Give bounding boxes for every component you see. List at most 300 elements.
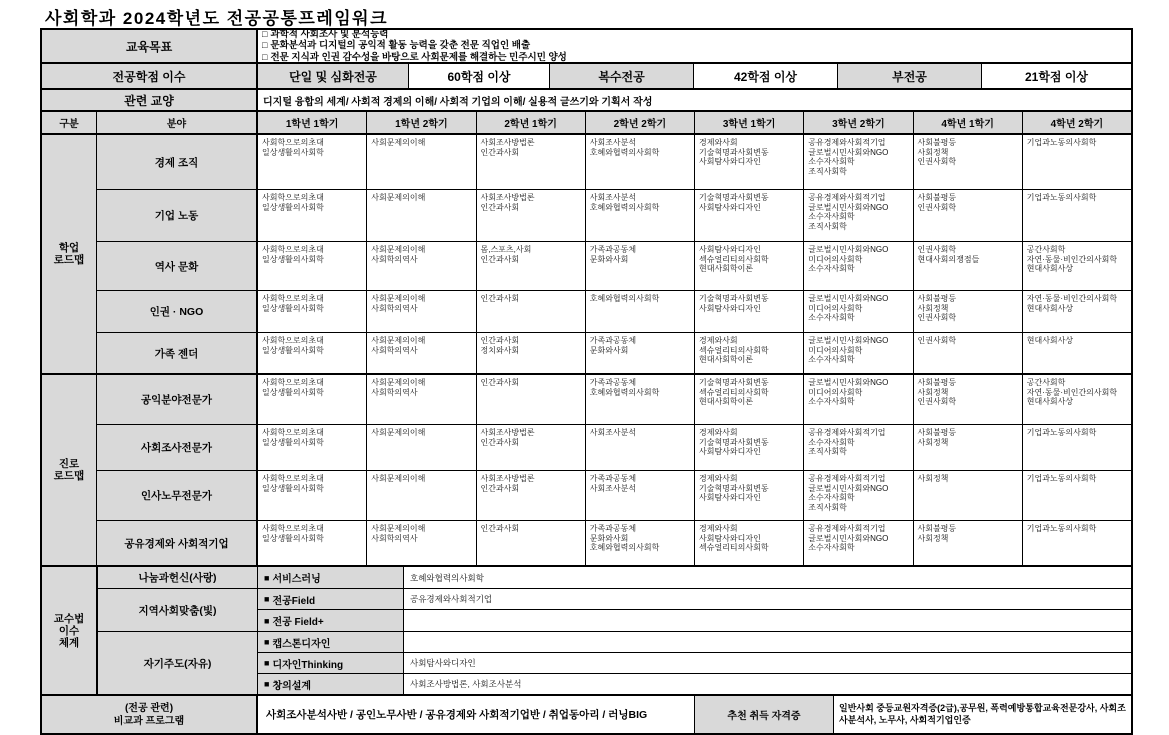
course-name: 사회정책 (917, 387, 949, 397)
course-name: 인권사회학 (917, 157, 957, 166)
course-cell (586, 425, 695, 470)
course-cell (477, 375, 586, 424)
course-name: 기업과노동의사회학 (1026, 474, 1097, 483)
roadmap-row (97, 190, 1131, 242)
course-name: 사회학의역사 (371, 387, 418, 397)
bullet-icon: ■ (264, 658, 270, 668)
header-field: 분야 (97, 112, 257, 133)
course-name: 소수자사회학 (808, 397, 855, 406)
teaching-method-name: 캡스톤디자인 (272, 638, 331, 650)
course-name: 소수자사회학 (808, 313, 855, 322)
course-cell (695, 375, 804, 424)
course-name: 사회정책 (917, 474, 949, 483)
course-name: 소수자사회학 (808, 543, 855, 552)
course-cell (914, 521, 1023, 565)
course-name: 자연·동물·비인간의사회학 (1026, 294, 1118, 303)
label-line: (전공 관련) (124, 702, 174, 714)
course-name: 현대사회사상 (1026, 336, 1074, 345)
course-name: 섹슈얼리티의사회학 (699, 254, 769, 264)
teaching-section-label-text (54, 613, 84, 649)
course-name: 사회정책 (917, 147, 949, 157)
checkbox-icon: □ (262, 51, 268, 62)
course-cell (586, 291, 695, 332)
roadmap-section (42, 135, 1131, 375)
course-name: 가족과공동체 (589, 245, 637, 254)
course-name: 자연·동물·비인간의사회학 (1026, 387, 1118, 397)
course-name: 현대사회학이론 (699, 355, 754, 364)
course-cell (367, 471, 476, 520)
label-line: 체계 (58, 636, 80, 649)
teaching-method-col (258, 632, 1131, 694)
roadmap-section-label-text (54, 458, 84, 482)
teaching-group (98, 632, 1131, 694)
course-name: 일상생활의사회학 (262, 254, 324, 264)
teaching-method-col (258, 567, 1131, 588)
header-gubun: 구분 (42, 112, 97, 133)
course-name: 일상생활의사회학 (262, 147, 324, 157)
credit-req-single: 60학점 이상 (409, 64, 550, 88)
teaching-method-row (258, 610, 1131, 631)
bullet-icon: ■ (264, 679, 270, 689)
credit-type-single: 단일 및 심화전공 (257, 64, 409, 88)
course-name: 사회정책 (917, 303, 949, 313)
field-label: 사회조사전문가 (97, 425, 257, 470)
course-name: 사회조사분석 (589, 138, 637, 147)
checkbox-icon: □ (262, 40, 268, 51)
course-name: 문화와사회 (589, 345, 629, 355)
course-name: 인권사회학 (917, 245, 957, 254)
course-name: 사회탐사와디자인 (699, 447, 761, 456)
course-name: 섹슈얼리티의사회학 (699, 345, 769, 355)
course-cell (695, 291, 804, 332)
bullet-icon: ■ (264, 594, 270, 604)
course-cell (257, 291, 367, 332)
course-name: 공간사회학 (1026, 378, 1066, 387)
course-cell (1023, 425, 1131, 470)
field-label: 경제 조직 (97, 135, 257, 189)
course-cell (914, 190, 1023, 241)
course-name: 인간과사회 (480, 437, 520, 447)
course-name: 일상생활의사회학 (262, 345, 324, 355)
course-name: 사회학으로의초대 (262, 138, 324, 147)
course-name: 사회불평등 (917, 294, 957, 303)
course-name: 공유경제와사회적기업 (808, 474, 886, 483)
course-cell (695, 521, 804, 565)
course-cell (586, 135, 695, 189)
course-cell (257, 425, 367, 470)
teaching-groups-wrap (97, 567, 1131, 694)
extracurricular-programs: 사회조사분석사반 / 공인노무사반 / 공유경제와 사회적기업반 / 취업동아리 / 러닝BIG (257, 696, 695, 733)
course-cell (804, 425, 913, 470)
roadmap-row (97, 242, 1131, 291)
teaching-section-label (42, 567, 97, 694)
field-label: 인사노무전문가 (97, 471, 257, 520)
course-cell (1023, 135, 1131, 189)
label-line: 로드맵 (53, 254, 85, 266)
course-name: 공유경제와사회적기업 (808, 138, 886, 147)
course-name: 기술혁명과사회변동 (699, 193, 769, 202)
course-name: 사회문제의이해 (371, 138, 426, 147)
course-name: 조직사회학 (808, 502, 847, 512)
course-name: 가족과공동체 (589, 336, 637, 345)
course-name: 사회불평등 (917, 428, 957, 437)
course-name: 사회정책 (917, 533, 949, 543)
course-name: 경제와사회 (699, 428, 738, 437)
course-name: 자연·동물·비인간의사회학 (1026, 254, 1118, 264)
teaching-method-row (258, 632, 1131, 653)
credit-req-double: 42학점 이상 (694, 64, 838, 88)
course-cell (367, 135, 476, 189)
teaching-method-value: 사회탐사와디자인 (410, 658, 476, 668)
course-name: 공유경제와사회적기업 (808, 524, 886, 533)
field-label: 가족 젠더 (97, 333, 257, 373)
course-cell (914, 333, 1023, 373)
course-name: 사회조사방법론 (480, 138, 535, 147)
bullet-icon: ■ (264, 637, 270, 647)
course-cell (695, 190, 804, 241)
course-name: 사회문제의이해 (371, 294, 426, 303)
credit-type-double: 복수전공 (550, 64, 694, 88)
bullet-icon: ■ (264, 572, 270, 583)
course-name: 사회학의역사 (371, 345, 418, 355)
course-name: 사회정책 (917, 437, 949, 447)
course-name: 일상생활의사회학 (262, 387, 324, 397)
course-cell (914, 291, 1023, 332)
roadmap-rows (97, 135, 1131, 373)
course-cell (914, 135, 1023, 189)
roadmap-row (97, 425, 1131, 471)
course-name: 현대사회학이론 (699, 264, 754, 273)
header-semester: 1학년 1학기 (257, 112, 367, 133)
course-name: 글로벌시민사회와NGO (808, 294, 889, 303)
course-name: 사회탐사와디자인 (699, 493, 761, 502)
course-name: 사회학으로의초대 (262, 245, 324, 254)
course-cell (477, 333, 586, 373)
course-name: 경제와사회 (699, 138, 738, 147)
course-name: 사회학으로의초대 (262, 524, 324, 533)
course-cell (367, 242, 476, 290)
course-cell (586, 375, 695, 424)
course-name: 글로벌시민사회와NGO (808, 533, 889, 543)
course-name: 공유경제와사회적기업 (808, 428, 886, 437)
roadmap-section (42, 375, 1131, 567)
course-cell (804, 135, 913, 189)
education-goal-list (257, 30, 1131, 62)
course-name: 사회학으로의초대 (262, 336, 324, 345)
teaching-method-name: 전공Field (272, 595, 316, 607)
education-goal-item: □ 과학적 사회조사 및 분석능력 (262, 28, 389, 40)
course-name: 사회조사분석 (589, 428, 637, 437)
course-name: 일상생활의사회학 (262, 533, 324, 543)
roadmap-section-label (42, 135, 97, 373)
course-cell (804, 333, 913, 373)
course-name: 인간과사회 (480, 294, 520, 303)
course-cell (257, 135, 367, 189)
course-name: 문화와사회 (589, 254, 629, 264)
course-name: 사회조사방법론 (480, 193, 535, 202)
course-cell (367, 291, 476, 332)
course-name: 정치와사회 (480, 345, 520, 355)
course-name: 공유경제와사회적기업 (808, 193, 886, 202)
credit-type-minor: 부전공 (838, 64, 982, 88)
course-cell (695, 425, 804, 470)
teaching-method-value: 공유경제와사회적기업 (410, 594, 493, 604)
course-name: 현대사회사상 (1026, 264, 1074, 273)
bullet-icon: ■ (264, 615, 270, 626)
teaching-group (98, 567, 1131, 589)
course-name: 사회조사방법론 (480, 428, 535, 437)
course-name: 인간과사회 (480, 202, 520, 212)
course-name: 공간사회학 (1026, 245, 1066, 254)
course-name: 기업과노동의사회학 (1026, 138, 1097, 147)
course-name: 글로벌시민사회와NGO (808, 483, 889, 493)
course-cell (586, 242, 695, 290)
teaching-method-name: 창의설계 (272, 680, 312, 692)
course-name: 글로벌시민사회와NGO (808, 245, 889, 254)
course-name: 미디어의사회학 (808, 303, 863, 313)
course-name: 일상생활의사회학 (262, 437, 324, 447)
field-label: 공유경제와 사회적기업 (97, 521, 257, 565)
teaching-method-value: 사회조사방법론, 사회조사분석 (410, 679, 522, 689)
label-line: 로드맵 (53, 470, 85, 482)
course-name: 가족과공동체 (589, 524, 637, 533)
course-name: 일상생활의사회학 (262, 202, 324, 212)
education-goal-item: □ 전문 지식과 인권 감수성을 바탕으로 사회문제를 해결하는 민주시민 양성 (262, 51, 567, 63)
course-name: 기업과노동의사회학 (1026, 428, 1097, 437)
course-cell (257, 333, 367, 373)
course-name: 조직사회학 (808, 221, 847, 231)
course-cell (477, 242, 586, 290)
course-name: 인권사회학 (917, 313, 957, 322)
teaching-method-label (258, 589, 404, 609)
course-cell (804, 471, 913, 520)
checkbox-icon: □ (262, 28, 268, 39)
course-name: 미디어의사회학 (808, 345, 863, 355)
course-name: 사회조사방법론 (480, 474, 535, 483)
label-line: 진로 (58, 458, 80, 470)
course-name: 사회탐사와디자인 (699, 202, 761, 212)
extracurricular-row (42, 696, 1131, 733)
credit-req-minor: 21학점 이상 (982, 64, 1131, 88)
teaching-category-label: 자기주도(자유) (98, 632, 258, 694)
education-goal-item: □ 문화분석과 디지털의 공익적 활동 능력을 갖춘 전문 직업인 배출 (262, 40, 531, 52)
course-name: 인권사회학 (917, 336, 957, 345)
course-cell (477, 521, 586, 565)
course-cell (1023, 291, 1131, 332)
course-cell (477, 425, 586, 470)
extracurricular-label (42, 696, 257, 733)
course-cell (477, 135, 586, 189)
course-name: 기술혁명과사회변동 (699, 294, 769, 303)
major-credit-row (42, 64, 1131, 90)
teaching-method-label (258, 674, 404, 694)
course-cell (1023, 521, 1131, 565)
course-cell (914, 425, 1023, 470)
teaching-category-label: 지역사회맞춤(빛) (98, 589, 258, 631)
course-name: 사회문제의이해 (371, 474, 426, 483)
course-name: 사회학의역사 (371, 303, 418, 313)
course-cell (367, 375, 476, 424)
course-name: 기업과노동의사회학 (1026, 193, 1097, 202)
teaching-method-label (258, 567, 404, 588)
course-cell (1023, 375, 1131, 424)
course-name: 조직사회학 (808, 447, 847, 456)
course-name: 호혜와협력의사회학 (589, 147, 660, 157)
course-name: 현대사회사상 (1026, 303, 1074, 313)
course-name: 사회학의역사 (371, 533, 418, 543)
course-cell (477, 291, 586, 332)
label-line: 비교과 프로그램 (113, 715, 185, 727)
teaching-method-row (258, 653, 1131, 674)
course-name: 섹슈얼리티의사회학 (699, 387, 769, 397)
course-name: 기술혁명과사회변동 (699, 147, 769, 157)
course-cell (586, 190, 695, 241)
course-name: 소수자사회학 (808, 355, 855, 364)
header-semester: 2학년 2학기 (586, 112, 695, 133)
course-name: 사회불평등 (917, 378, 957, 387)
course-name: 일상생활의사회학 (262, 483, 324, 493)
course-name: 사회학으로의초대 (262, 294, 324, 303)
course-cell (477, 471, 586, 520)
course-name: 소수자사회학 (808, 157, 855, 166)
teaching-method-label (258, 632, 404, 652)
field-label: 역사 문화 (97, 242, 257, 290)
roadmap-section-label (42, 375, 97, 565)
course-name: 경제와사회 (699, 524, 738, 533)
roadmap-row (97, 521, 1131, 565)
teaching-category-label: 나눔과헌신(사랑) (98, 567, 258, 588)
label-line: 이수 (58, 624, 80, 637)
roadmap-rows (97, 375, 1131, 565)
course-name: 가족과공동체 (589, 378, 637, 387)
course-name: 현대사회사상 (1026, 397, 1074, 406)
roadmap-row (97, 471, 1131, 521)
header-semester: 1학년 2학기 (367, 112, 476, 133)
course-name: 글로벌시민사회와NGO (808, 147, 889, 157)
course-name: 인간과사회 (480, 147, 520, 157)
header-semester: 3학년 2학기 (804, 112, 913, 133)
course-cell (695, 333, 804, 373)
course-name: 현대사회의쟁점들 (917, 254, 980, 264)
roadmap-row (97, 333, 1131, 373)
course-name: 사회탐사와디자인 (699, 245, 761, 254)
course-name: 현대사회학이론 (699, 397, 754, 406)
course-name: 인간과사회 (480, 378, 520, 387)
roadmap-sections (42, 135, 1131, 567)
header-semester: 2학년 1학기 (477, 112, 586, 133)
course-name: 인간과사회 (480, 336, 520, 345)
course-cell (257, 521, 367, 565)
course-cell (914, 471, 1023, 520)
course-cell (804, 375, 913, 424)
education-goal-label: 교육목표 (42, 30, 257, 62)
course-cell (695, 242, 804, 290)
course-cell (1023, 242, 1131, 290)
roadmap-row (97, 375, 1131, 425)
course-name: 사회불평등 (917, 524, 957, 533)
course-name: 인간과사회 (480, 524, 520, 533)
teaching-group (98, 589, 1131, 632)
course-cell (367, 333, 476, 373)
teaching-method-row (258, 567, 1131, 588)
course-name: 사회조사분석 (589, 483, 637, 493)
course-name: 글로벌시민사회와NGO (808, 202, 889, 212)
course-name: 사회학의역사 (371, 254, 418, 264)
course-cell (804, 242, 913, 290)
course-name: 조직사회학 (808, 166, 847, 176)
grid-header-row (42, 112, 1131, 135)
course-name: 사회문제의이해 (371, 428, 426, 437)
course-cell (1023, 190, 1131, 241)
page-title: 사회학과 2024학년도 전공공통프레임워크 (45, 9, 389, 28)
course-cell (586, 333, 695, 373)
header-semester: 4학년 2학기 (1023, 112, 1131, 133)
course-name: 인권사회학 (917, 397, 957, 406)
course-name: 경제와사회 (699, 336, 738, 345)
course-name: 사회탐사와디자인 (699, 533, 761, 543)
course-name: 사회학으로의초대 (262, 378, 324, 387)
course-cell (1023, 333, 1131, 373)
teaching-method-name: 디자인Thinking (272, 659, 344, 671)
course-cell (804, 291, 913, 332)
teaching-method-col (258, 589, 1131, 631)
course-name: 사회불평등 (917, 138, 957, 147)
roadmap-row (97, 135, 1131, 190)
course-name: 호혜와협력의사회학 (589, 387, 660, 397)
course-cell (477, 190, 586, 241)
teaching-method-value (404, 632, 1131, 652)
course-cell (695, 135, 804, 189)
course-cell (914, 375, 1023, 424)
course-name: 사회학으로의초대 (262, 474, 324, 483)
teaching-method-section (42, 567, 1131, 696)
course-cell (367, 425, 476, 470)
course-name: 인간과사회 (480, 483, 520, 493)
course-name: 소수자사회학 (808, 212, 855, 221)
course-name: 기술혁명과사회변동 (699, 378, 769, 387)
teaching-method-name: 전공 Field+ (272, 617, 324, 628)
course-name: 사회학으로의초대 (262, 193, 324, 202)
header-semester: 4학년 1학기 (914, 112, 1023, 133)
course-cell (586, 521, 695, 565)
course-name: 가족과공동체 (589, 474, 637, 483)
course-name: 섹슈얼리티의사회학 (699, 543, 769, 552)
course-name: 기술혁명과사회변동 (699, 483, 769, 493)
teaching-method-name: 서비스러닝 (272, 574, 321, 585)
course-name: 호혜와협력의사회학 (589, 543, 660, 552)
education-goal-row (42, 30, 1131, 64)
liberal-arts-value: 디지털 융합의 세계/ 사회적 경제의 이해/ 사회적 기업의 이해/ 실용적 글쓰기와 기획서 작성 (257, 90, 1131, 110)
course-name: 문화와사회 (589, 533, 629, 543)
course-cell (367, 521, 476, 565)
course-name: 소수자사회학 (808, 437, 855, 447)
course-name: 사회불평등 (917, 193, 957, 202)
course-name: 사회탐사와디자인 (699, 303, 761, 313)
liberal-arts-row (42, 90, 1131, 112)
curriculum-table (40, 28, 1133, 735)
course-name: 사회문제의이해 (371, 524, 426, 533)
teaching-method-value: 호혜와협력의사회학 (410, 572, 484, 583)
course-cell (257, 471, 367, 520)
course-cell (367, 190, 476, 241)
course-name: 사회문제의이해 (371, 193, 426, 202)
course-name: 몸,스포츠,사회 (480, 245, 532, 254)
course-name: 기술혁명과사회변동 (699, 437, 769, 447)
teaching-method-row (258, 589, 1131, 610)
header-semester: 3학년 1학기 (695, 112, 804, 133)
course-cell (914, 242, 1023, 290)
teaching-method-row (258, 674, 1131, 694)
